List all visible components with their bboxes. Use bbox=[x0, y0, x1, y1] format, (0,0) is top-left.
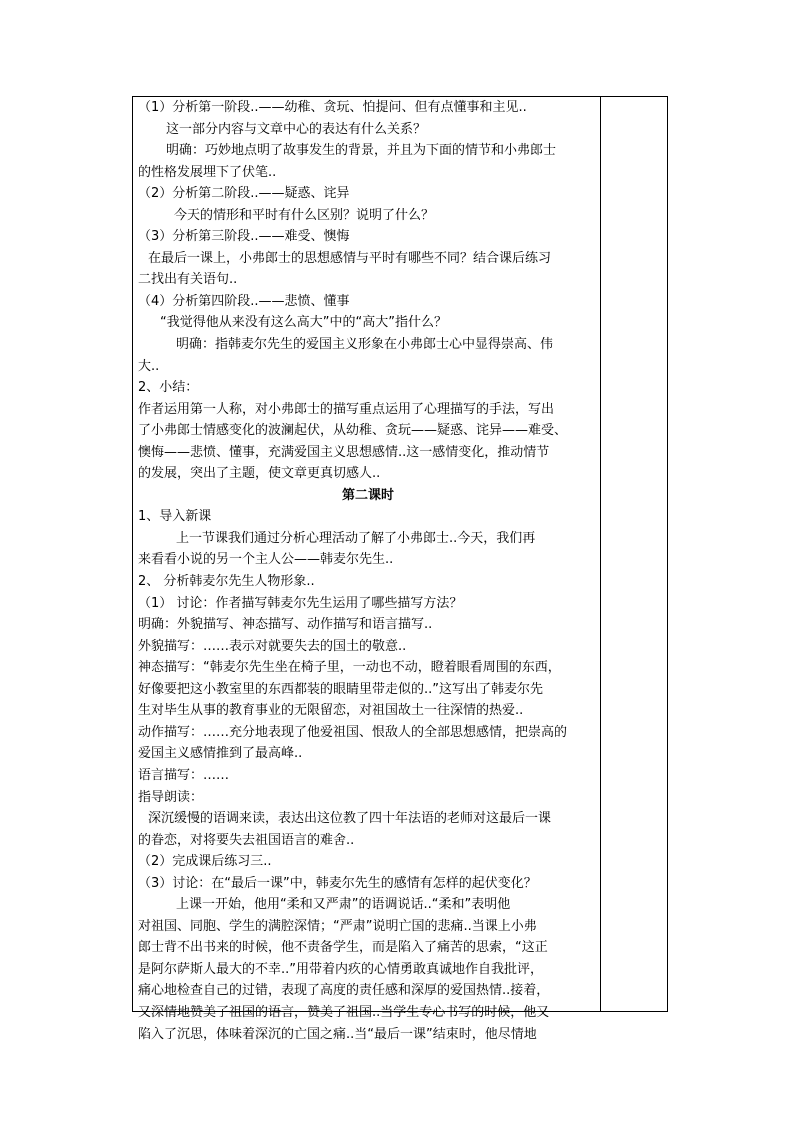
text-line: 二找出有关语句.. bbox=[138, 272, 238, 288]
text-line: （4）分析第四阶段..——悲愤、懂事 bbox=[138, 293, 350, 309]
text-line: 生对毕生从事的教育事业的无限留恋，对祖国故土一往深情的热爱.. bbox=[138, 703, 524, 719]
text-line: 今天的情形和平时有什么区别？说明了什么？ bbox=[174, 207, 435, 223]
text-line: 爱国主义感情推到了最高峰.. bbox=[138, 746, 303, 762]
text-line: 是阿尔萨斯人最大的不幸..”用带着内疚的心情勇敢真诚地作自我批评， bbox=[138, 961, 543, 977]
text-line: 了小弗郎士情感变化的波澜起伏，从幼稚、贪玩——疑惑、诧异——难受、 bbox=[138, 423, 568, 439]
text-line: （1）分析第一阶段..——幼稚、贪玩、怕提问、但有点懂事和主见.. bbox=[138, 100, 527, 115]
text-line: 2、 分析韩麦尔先生人物形象.. bbox=[138, 574, 315, 590]
text-line: 神态描写：“韩麦尔先生坐在椅子里，一动也不动，瞪着眼看周围的东西， bbox=[138, 660, 561, 676]
text-line: 的性格发展埋下了伏笔.. bbox=[138, 164, 277, 180]
text-line: （1） 讨论：作者描写韩麦尔先生运用了哪些描写方法？ bbox=[138, 595, 463, 611]
text-line: 对祖国、同胞、学生的满腔深情；“严肃”说明亡国的悲痛..当课上小弗 bbox=[138, 918, 537, 934]
text-line: （3）分析第三阶段..——难受、懊悔 bbox=[138, 229, 350, 245]
text-line: 2、小结： bbox=[138, 380, 199, 396]
text-line: 陷入了沉思，体味着深沉的亡国之痛..当“最后一课”结束时，他尽情地 bbox=[138, 1026, 537, 1042]
text-line: （2）完成课后练习三.. bbox=[138, 854, 272, 870]
section-heading: 第二课时 bbox=[341, 487, 394, 503]
text-line: 上一节课我们通过分析心理活动了解了小弗郎士..今天，我们再 bbox=[176, 530, 536, 546]
text-line: 好像要把这小教室里的东西都装的眼睛里带走似的..”这写出了韩麦尔先 bbox=[138, 681, 543, 697]
text-line: “我觉得他从来没有这么高大”中的“高大”指什么？ bbox=[160, 315, 447, 331]
text-line: 明确：巧妙地点明了故事发生的背景，并且为下面的情节和小弗郎士 bbox=[166, 143, 557, 159]
text-line: 语言描写：…… bbox=[138, 767, 230, 783]
text-line: 明确：外貌描写、神态描写、动作描写和语言描写.. bbox=[138, 617, 433, 633]
text-line: 作者运用第一人称，对小弗郎士的描写重点运用了心理描写的手法，写出 bbox=[138, 401, 555, 417]
lesson-content bbox=[138, 97, 598, 1045]
text-line: 痛心地检查自己的过错，表现了高度的责任感和深厚的爱国热情..接着， bbox=[138, 983, 550, 999]
text-line: 懊悔——悲愤、懂事，充满爱国主义思想感情..这一感情变化，推动情节 bbox=[138, 444, 550, 460]
text-line: 郎士背不出书来的时候，他不责备学生，而是陷入了痛苦的思索，“这正 bbox=[138, 940, 548, 956]
text-line: 明确：指韩麦尔先生的爱国主义形象在小弗郎士心中显得崇高、伟 bbox=[176, 337, 554, 353]
text-line: 的发展，突出了主题，使文章更真切感人.. bbox=[138, 466, 381, 482]
text-line: 大.. bbox=[138, 358, 160, 374]
text-line: 动作描写：……充分地表现了他爱祖国、恨敌人的全部思想感情，把崇高的 bbox=[138, 724, 568, 740]
text-line: 的眷恋，对将要失去祖国语言的难舍.. bbox=[138, 832, 355, 848]
text-line: 又深情地赞美了祖国的语言，赞美了祖国..当学生专心书写的时候，他又 bbox=[138, 1004, 550, 1020]
side-table-cell bbox=[600, 96, 668, 1012]
text-line: 指导朗读： bbox=[138, 789, 204, 805]
text-line: （3）讨论：在“最后一课”中，韩麦尔先生的感情有怎样的起伏变化？ bbox=[138, 875, 537, 891]
text-line: 外貌描写：……表示对就要失去的国土的敬意.. bbox=[138, 638, 407, 654]
text-line: 在最后一课上，小弗郎士的思想感情与平时有哪些不同？结合课后练习 bbox=[148, 250, 552, 266]
text-line: 深沉缓慢的语调来读，表达出这位教了四十年法语的老师对这最后一课 bbox=[148, 811, 552, 827]
text-line: 上课一开始，他用“柔和又严肃”的语调说话..“柔和”表明他 bbox=[176, 897, 511, 913]
text-line: 1、导入新课 bbox=[138, 509, 212, 525]
text-line: 这一部分内容与文章中心的表达有什么关系？ bbox=[166, 121, 427, 137]
text-line: （2）分析第二阶段..——疑惑、诧异 bbox=[138, 186, 350, 202]
text-line: 来看看小说的另一个主人公——韩麦尔先生.. bbox=[138, 552, 394, 568]
